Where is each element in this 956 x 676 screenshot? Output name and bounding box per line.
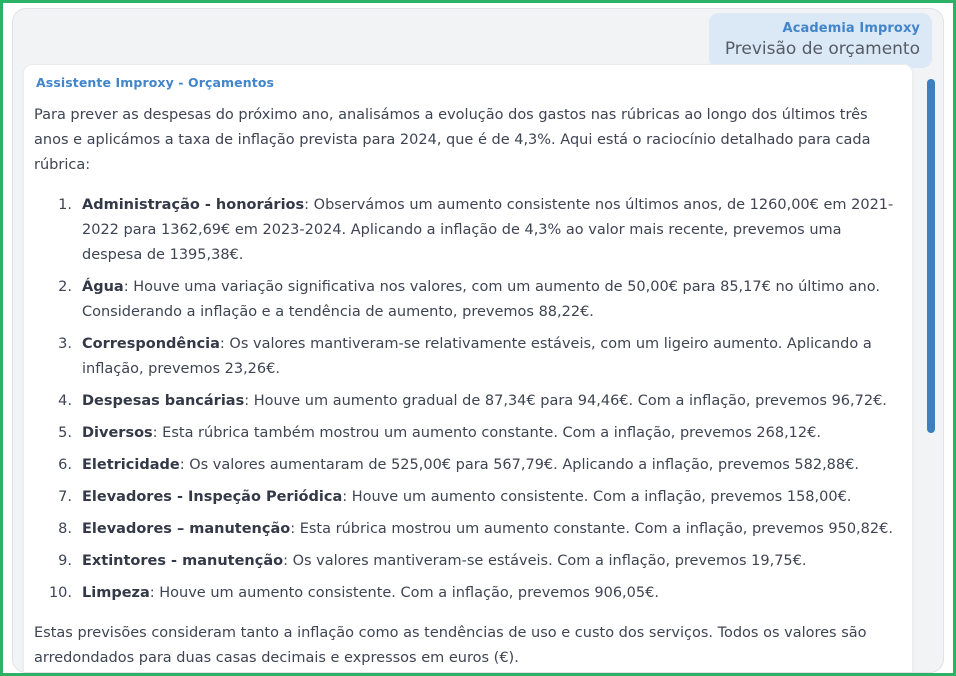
outro-paragraph: Estas previsões consideram tanto a inflação como as tendências de uso e custo dos serviços. Todos os valores são arredondados para duas casas decimais e expressos em euros (€). bbox=[34, 625, 867, 666]
rubric-name: Extintores - manutenção bbox=[82, 553, 284, 569]
rubric-desc: : Houve uma variação significativa nos valores, com um aumento de 50,00€ para 85,17€ no último ano. Considerando a inflação e a tendência de aumento, prevemos 88,22€. bbox=[82, 279, 880, 320]
user-message-bubble bbox=[709, 13, 932, 68]
scrollbar-thumb[interactable] bbox=[927, 79, 935, 433]
user-message-text: Previsão de orçamento bbox=[724, 38, 920, 59]
rubric-desc: : Observámos um aumento consistente nos últimos anos, de 1260,00€ em 2021-2022 para 1362,69€ em 2023-2024. Aplicando a inflação de 4,3% ao valor mais recente, prevemos uma despesa de 1395,38€. bbox=[82, 197, 894, 263]
list-item bbox=[34, 485, 898, 510]
rubric-name: Diversos bbox=[82, 425, 153, 441]
rubric-name: Elevadores – manutenção bbox=[82, 521, 291, 537]
scrollbar-track[interactable] bbox=[923, 64, 939, 672]
user-sender-name: Academia Improxy bbox=[782, 21, 920, 36]
list-item bbox=[34, 389, 898, 414]
list-item bbox=[34, 549, 898, 574]
list-item bbox=[34, 275, 898, 325]
list-item bbox=[34, 517, 898, 542]
budget-list bbox=[34, 193, 898, 606]
rubric-desc: : Houve um aumento consistente. Com a inflação, prevemos 158,00€. bbox=[342, 489, 852, 505]
rubric-name: Correspondência bbox=[82, 336, 220, 352]
rubric-name: Administração - honorários bbox=[82, 197, 305, 213]
chat-panel bbox=[12, 8, 944, 673]
list-item bbox=[34, 332, 898, 382]
rubric-name: Água bbox=[82, 279, 124, 295]
list-item bbox=[34, 453, 898, 478]
rubric-name: Limpeza bbox=[82, 585, 150, 601]
rubric-desc: : Os valores mantiveram-se relativamente estáveis, com um ligeiro aumento. Aplicando a inflação, prevemos 23,26€. bbox=[82, 336, 872, 377]
rubric-name: Eletricidade bbox=[82, 457, 180, 473]
intro-paragraph: Para prever as despesas do próximo ano, analisámos a evolução dos gastos nas rúbricas ao longo dos últimos três anos e aplicámos a taxa de inflação prevista para 2024, que é de 4,3%. Aqui está o raciocínio detalhado para cada rúbrica: bbox=[34, 107, 871, 173]
rubric-desc: : Houve um aumento gradual de 87,34€ para 94,46€. Com a inflação, prevemos 96,72€. bbox=[244, 393, 887, 409]
list-item bbox=[34, 581, 898, 606]
rubric-desc: : Esta rúbrica mostrou um aumento constante. Com a inflação, prevemos 950,82€. bbox=[290, 521, 893, 537]
rubric-desc: : Os valores mantiveram-se estáveis. Com a inflação, prevemos 19,75€. bbox=[283, 553, 807, 569]
list-item bbox=[34, 193, 898, 268]
assistant-title: Assistente Improxy - Orçamentos bbox=[36, 75, 275, 90]
assistant-message-card bbox=[23, 64, 913, 673]
rubric-desc: : Esta rúbrica também mostrou um aumento constante. Com a inflação, prevemos 268,12€. bbox=[152, 425, 821, 441]
rubric-desc: : Houve um aumento consistente. Com a inflação, prevemos 906,05€. bbox=[149, 585, 659, 601]
rubric-name: Elevadores - Inspeção Periódica bbox=[82, 489, 343, 505]
rubric-name: Despesas bancárias bbox=[82, 393, 245, 409]
rubric-desc: : Os valores aumentaram de 525,00€ para 567,79€. Aplicando a inflação, prevemos 582,88€. bbox=[179, 457, 859, 473]
list-item bbox=[34, 421, 898, 446]
